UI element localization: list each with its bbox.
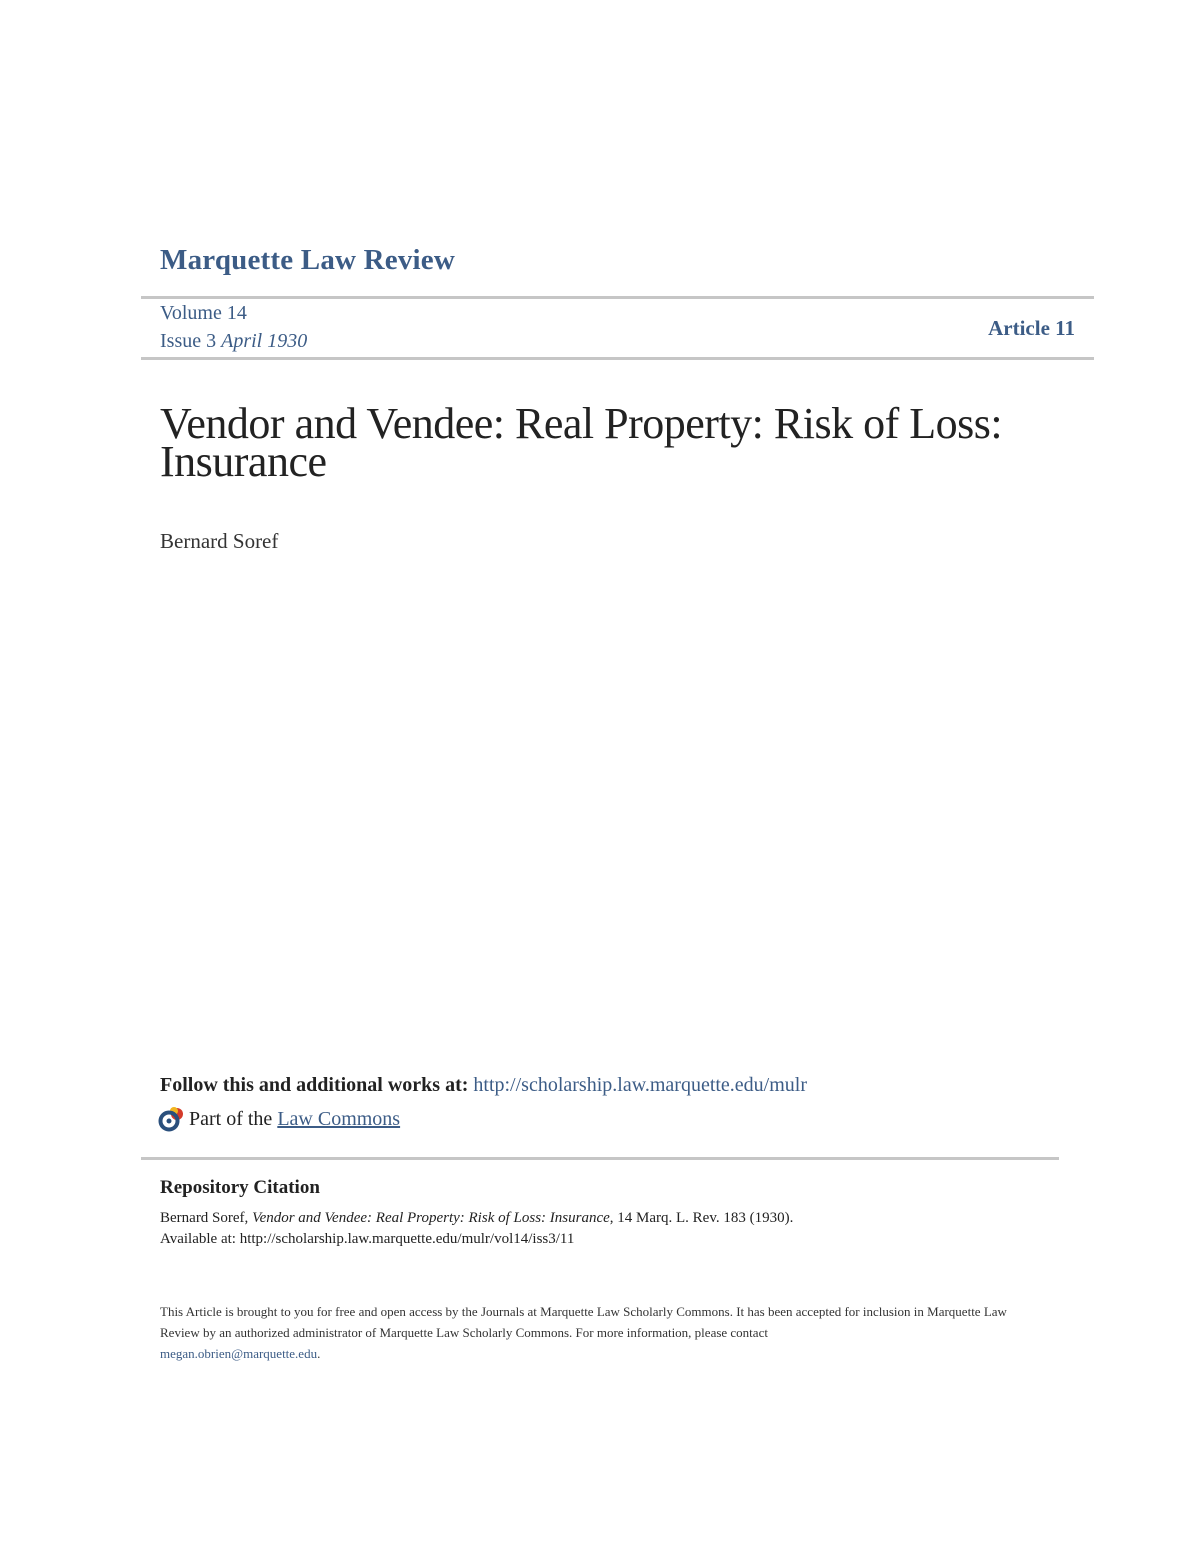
follow-line [160, 1074, 807, 1097]
issue-date: April 1930 [221, 330, 308, 352]
issue-label: Issue 3 [160, 330, 217, 352]
repository-citation-heading: Repository Citation [160, 1177, 320, 1198]
article-title-line-2: Insurance [160, 437, 327, 486]
journal-title[interactable]: Marquette Law Review [160, 244, 456, 276]
citation-available-at[interactable]: Available at: http://scholarship.law.marquette.edu/mulr/vol14/iss3/11 [160, 1231, 575, 1247]
notice-text: This Article is brought to you for free and open access by the Journals at Marquette Law Scholarly Commons. It has been accepted for inclusion in Marquette Law Review by an authorized administrator of Marquette Law Scholarly Commons. For more information, please contact [160, 1304, 1007, 1340]
citation-divider [141, 1157, 1059, 1160]
contact-email-link[interactable]: megan.obrien@marquette.edu [160, 1346, 318, 1361]
volume-link[interactable]: Volume 14 [160, 302, 247, 324]
header-divider [141, 357, 1094, 360]
author-name: Bernard Soref [160, 529, 279, 553]
issue-link[interactable] [160, 330, 307, 353]
citation-line [160, 1208, 793, 1229]
network-commons-icon [158, 1106, 186, 1132]
citation-author: Bernard Soref, [160, 1210, 249, 1226]
citation-title: Vendor and Vendee: Real Property: Risk of Loss: Insurance [252, 1210, 610, 1226]
access-notice [160, 1301, 1040, 1364]
notice-end: . [317, 1346, 321, 1361]
follow-url-link[interactable]: http://scholarship.law.marquette.edu/mulr [473, 1074, 808, 1096]
citation-block [160, 1208, 793, 1250]
citation-reference: , 14 Marq. L. Rev. 183 (1930). [609, 1210, 794, 1226]
article-title [160, 399, 1060, 486]
article-number-link[interactable]: Article 11 [988, 316, 1075, 340]
law-commons-link[interactable]: Law Commons [277, 1107, 401, 1130]
part-of-line [158, 1106, 400, 1132]
article-title-line-1: Vendor and Vendee: Real Property: Risk of Loss: [160, 399, 1003, 448]
follow-label: Follow this and additional works at: [160, 1074, 469, 1096]
part-of-label: Part of the [189, 1107, 273, 1130]
top-divider [141, 296, 1094, 299]
